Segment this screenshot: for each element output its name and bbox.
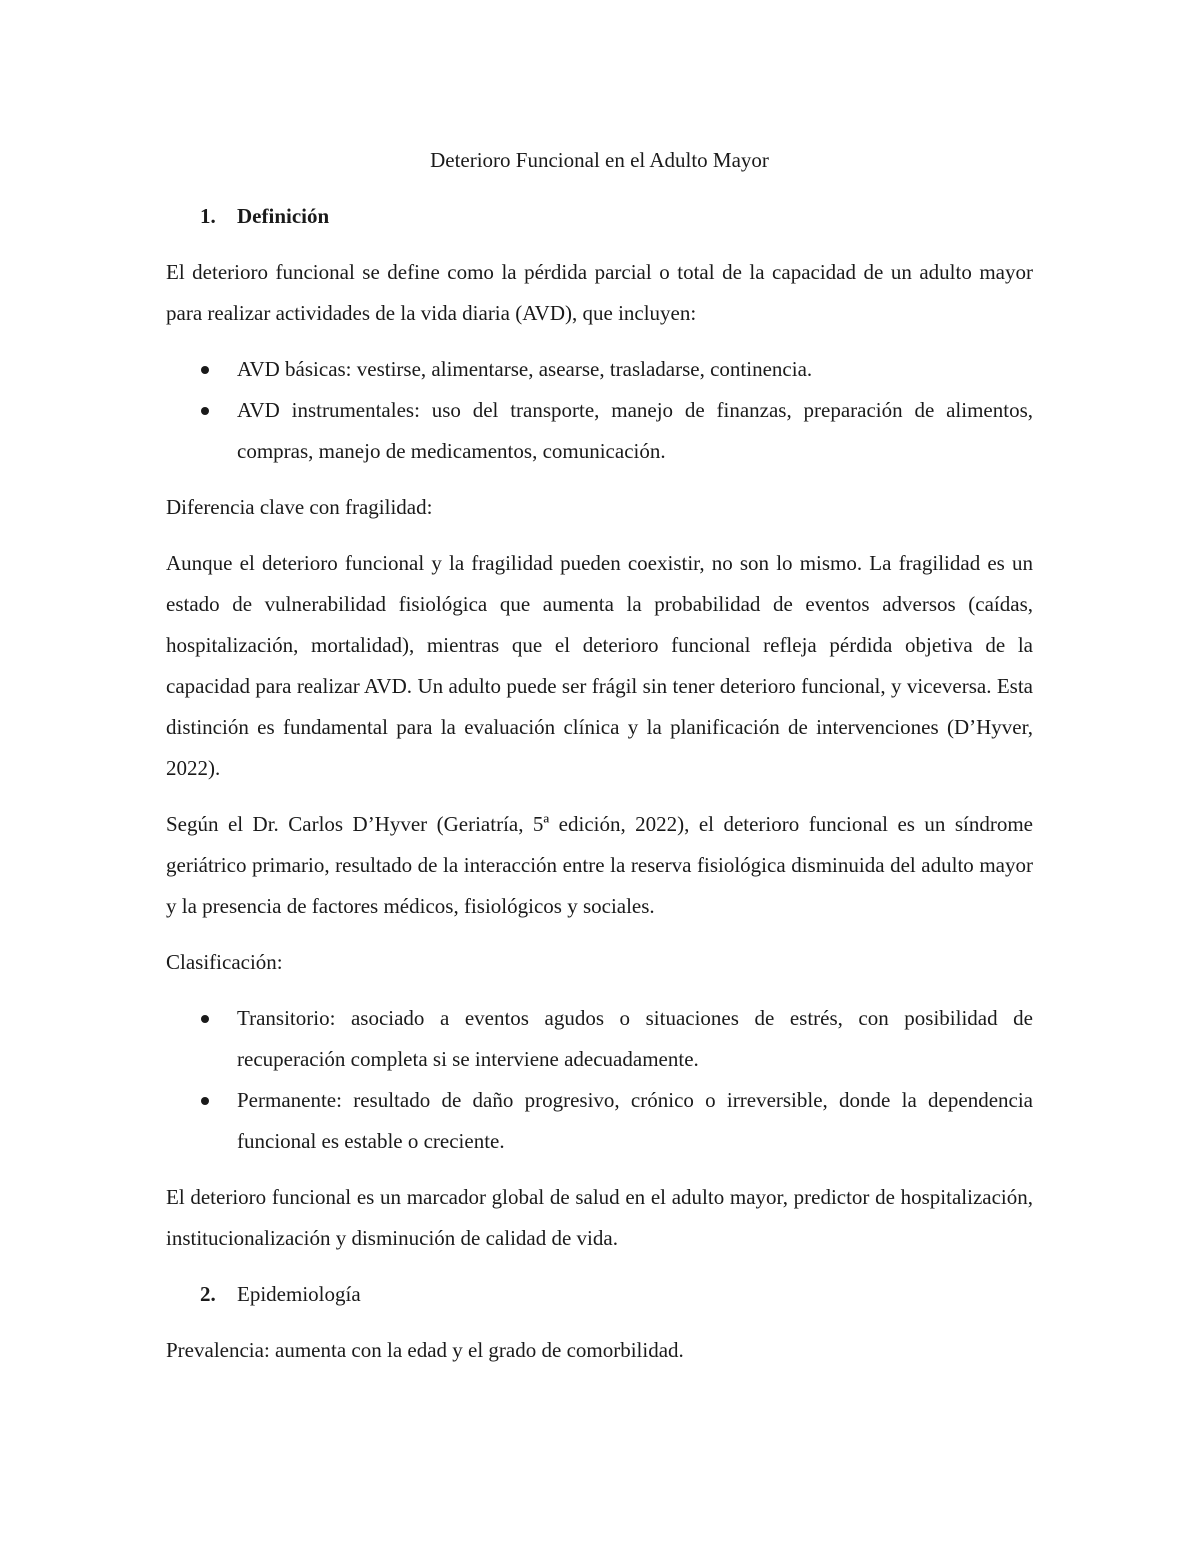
list-item-text: Permanente: resultado de daño progresivo, crónico o irreversible, donde la dependencia funcional es estable o creciente. (237, 1088, 1033, 1153)
document-title: Deterioro Funcional en el Adulto Mayor (430, 148, 769, 172)
intro-paragraph: El deterioro funcional se define como la pérdida parcial o total de la capacidad de un adulto mayor para realizar actividades de la vida diaria (AVD), que incluyen: (166, 260, 1033, 325)
section-title: Definición (237, 204, 330, 228)
diferencia-label: Diferencia clave con fragilidad: (166, 495, 433, 519)
prevalencia-paragraph: Prevalencia: aumenta con la edad y el grado de comorbilidad. (166, 1338, 684, 1362)
section-number: 2. (200, 1282, 216, 1306)
avd-list (166, 349, 1033, 472)
list-item-text: AVD básicas: vestirse, alimentarse, asearse, trasladarse, continencia. (237, 357, 813, 381)
bullet-icon (201, 1097, 209, 1105)
marcador-paragraph: El deterioro funcional es un marcador global de salud en el adulto mayor, predictor de hospitalización, institucionalización y disminución de calidad de vida. (166, 1185, 1033, 1250)
section-heading-epidemiologia (166, 1274, 1033, 1315)
section-title: Epidemiología (237, 1282, 361, 1306)
bullet-icon (201, 1015, 209, 1023)
clasificacion-list (166, 998, 1033, 1162)
segun-paragraph: Según el Dr. Carlos D’Hyver (Geriatría, 5ª edición, 2022), el deterioro funcional es un síndrome geriátrico primario, resultado de la interacción entre la reserva fisiológica disminuida del adulto mayor y la presencia de factores médicos, fisiológicos y sociales. (166, 812, 1033, 918)
document-body (166, 140, 1033, 1386)
list-item-text: Transitorio: asociado a eventos agudos o situaciones de estrés, con posibilidad de recuperación completa si se interviene adecuadamente. (237, 1006, 1033, 1071)
bullet-icon (201, 366, 209, 374)
section-number: 1. (200, 204, 216, 228)
diferencia-paragraph: Aunque el deterioro funcional y la fragilidad pueden coexistir, no son lo mismo. La fragilidad es un estado de vulnerabilidad fisiológica que aumenta la probabilidad de eventos adversos (caídas, hospitalización, mortalidad), mientras que el deterioro funcional refleja pérdida objetiva de la capacidad para realizar AVD. Un adulto puede ser frágil sin tener deterioro funcional, y viceversa. Esta distinción es fundamental para la evaluación clínica y la planificación de intervenciones (D’Hyver, 2022). (166, 551, 1033, 780)
clasificacion-label: Clasificación: (166, 950, 283, 974)
section-heading-definicion (166, 196, 1033, 237)
list-item (166, 998, 1033, 1080)
list-item (166, 390, 1033, 472)
list-item-text: AVD instrumentales: uso del transporte, manejo de finanzas, preparación de alimentos, compras, manejo de medicamentos, comunicación. (237, 398, 1033, 463)
list-item (166, 349, 1033, 390)
list-item (166, 1080, 1033, 1162)
bullet-icon (201, 407, 209, 415)
